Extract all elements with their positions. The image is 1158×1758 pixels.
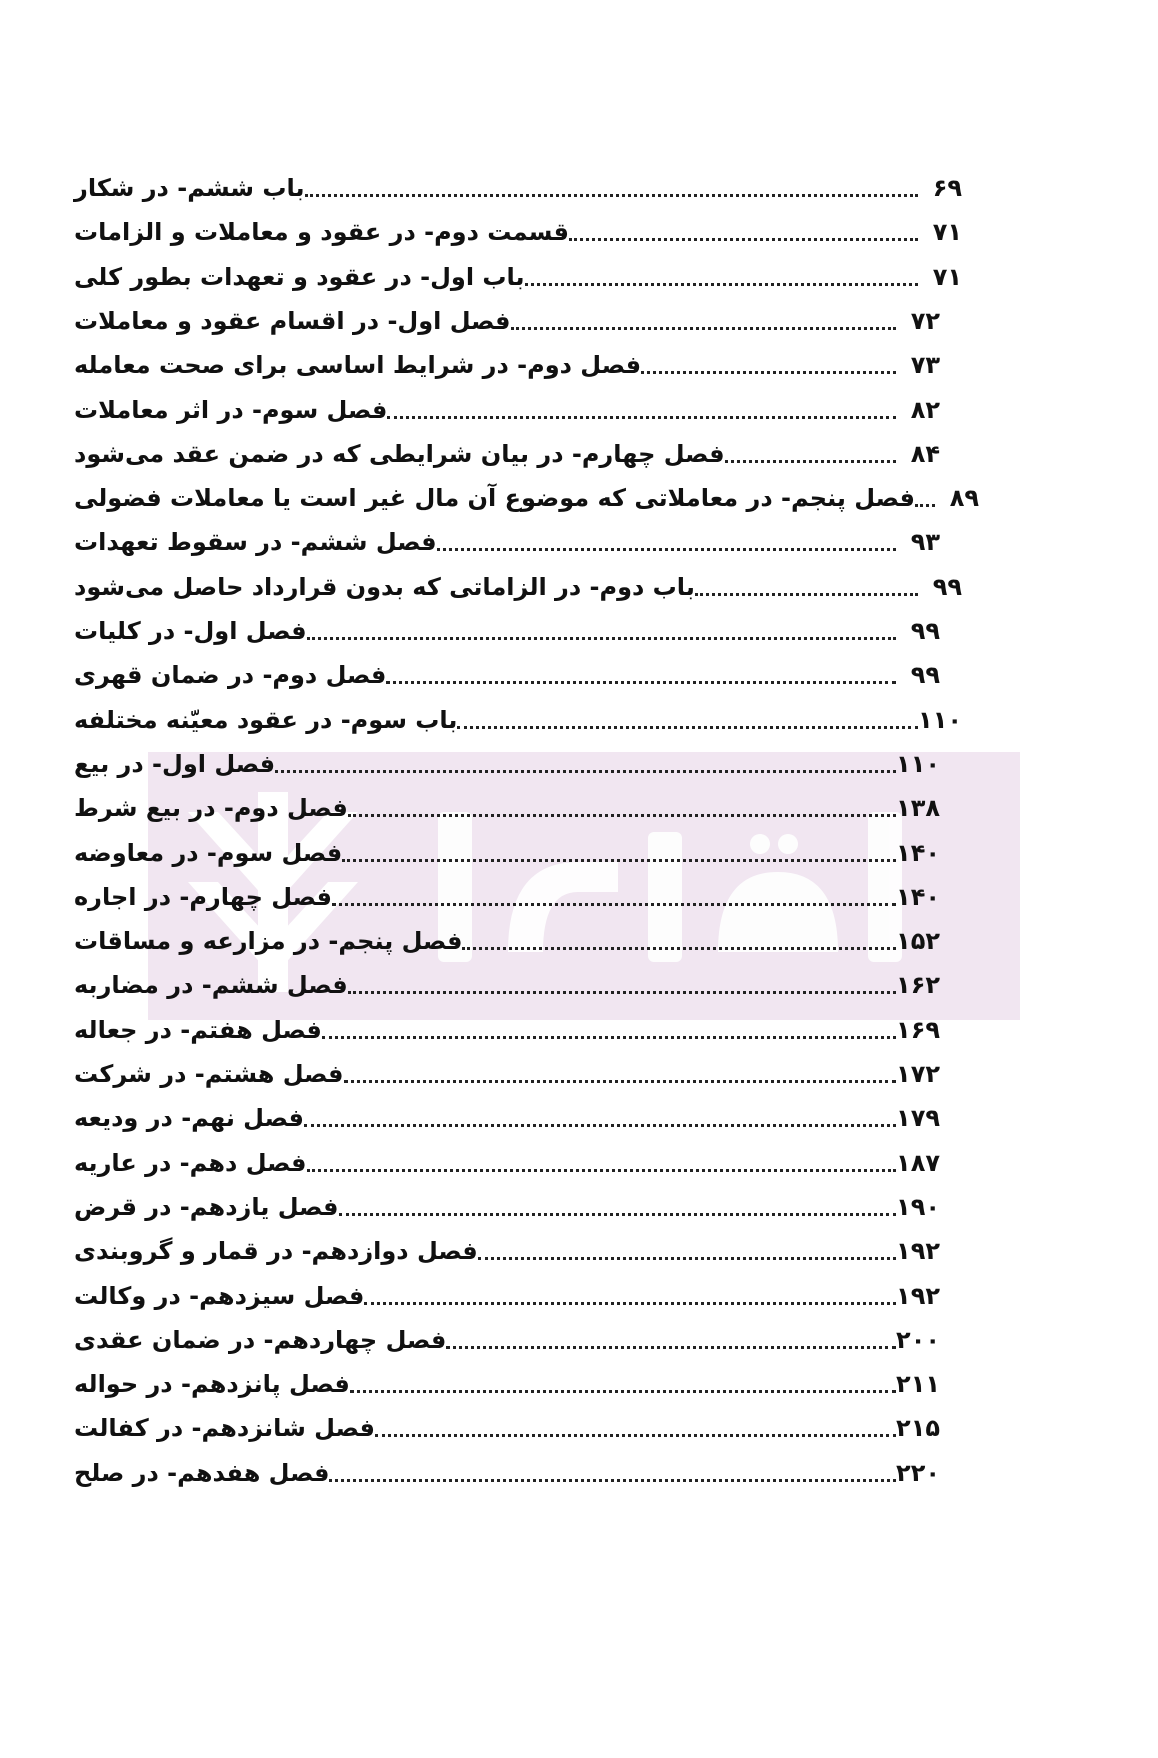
toc-leader-dots (386, 681, 896, 684)
toc-entry-page-number: ۱۷۲ (896, 1060, 940, 1088)
toc-entry-title: فصل ششم- در مضاربه (74, 971, 348, 1000)
toc-leader-dots (339, 1213, 897, 1216)
toc-entry (70, 343, 950, 383)
toc-entry (70, 786, 950, 826)
toc-leader-dots (342, 859, 896, 862)
toc-entry-title: باب دوم- در الزاماتی که بدون قرارداد حاصل می‌شود (74, 572, 695, 601)
toc-entry (70, 1229, 950, 1269)
toc-entry (70, 1318, 950, 1358)
toc-entry (70, 1362, 950, 1402)
toc-leader-dots (329, 1479, 896, 1482)
toc-leader-dots (915, 504, 935, 507)
toc-entry (70, 255, 972, 295)
toc-entry-page-number: ۲۱۵ (896, 1414, 940, 1443)
toc-entry-page-number: ۹۹ (910, 661, 940, 690)
toc-leader-dots (569, 238, 918, 241)
toc-leader-dots (478, 1257, 896, 1260)
toc-entry-title: فصل پانزدهم- در حواله (74, 1370, 350, 1399)
toc-entry (70, 919, 950, 959)
toc-entry-page-number: ۱۹۲ (896, 1281, 940, 1310)
toc-leader-dots (525, 283, 918, 286)
toc-entry (70, 1052, 950, 1092)
toc-entry (70, 299, 950, 339)
toc-entry (70, 1406, 950, 1446)
toc-entry (70, 1096, 950, 1136)
toc-entry-title: فصل چهارم- در بیان شرایطی که در ضمن عقد می‌شود (74, 439, 725, 468)
table-of-contents (0, 166, 1158, 1686)
toc-entry-title: فصل اول- در کلیات (74, 617, 307, 645)
toc-entry-title: فصل پنجم- در مزارعه و مساقات (74, 927, 463, 956)
toc-leader-dots (641, 371, 896, 374)
toc-entry (70, 1141, 950, 1181)
toc-entry-title: باب اول- در عقود و تعهدات بطور کلی (74, 262, 525, 291)
toc-entry-page-number: ۷۱ (932, 218, 962, 247)
toc-entry-page-number: ۱۴۰ (896, 838, 940, 867)
toc-entry (70, 831, 950, 871)
toc-entry-page-number: ۷۲ (910, 306, 940, 335)
toc-leader-dots (350, 1390, 896, 1393)
toc-entry (70, 565, 972, 605)
toc-entry-title: فصل سوم- در اثر معاملات (74, 395, 388, 424)
toc-entry-title: فصل اول- در اقسام عقود و معاملات (74, 306, 511, 335)
toc-entry (70, 653, 950, 693)
toc-entry (70, 388, 950, 428)
toc-entry-page-number: ۱۹۰ (896, 1192, 940, 1221)
toc-entry-page-number: ۸۴ (910, 439, 940, 468)
toc-entry (70, 609, 950, 649)
toc-entry-page-number: ۸۹ (949, 484, 980, 513)
toc-entry (70, 1185, 950, 1225)
toc-entry-page-number: ۱۱۰ (896, 749, 940, 778)
toc-leader-dots (387, 416, 896, 419)
toc-entry-page-number: ۷۳ (910, 351, 940, 380)
toc-entry (70, 520, 950, 560)
toc-leader-dots (511, 327, 896, 330)
toc-leader-dots (305, 194, 918, 197)
toc-entry-title: قسمت دوم- در عقود و معاملات و الزامات (74, 218, 569, 247)
toc-entry-page-number: ۱۱۰ (918, 705, 962, 734)
toc-entry-page-number: ۹۹ (910, 617, 940, 645)
toc-entry (70, 698, 972, 738)
toc-entry (70, 432, 950, 472)
toc-entry-title: فصل دوم- در ضمان قهری (74, 661, 387, 690)
toc-entry-title: فصل پنجم- در معاملاتی که موضوع آن مال غیر است یا معاملات فضولی (74, 484, 916, 513)
toc-entry-title: فصل دوم- در شرایط اساسی برای صحت معامله (74, 351, 642, 380)
toc-entry-title: فصل یازدهم- در قرض (74, 1192, 339, 1221)
toc-entry-title: فصل نهم- در ودیعه (74, 1104, 304, 1133)
toc-entry-title: فصل شانزدهم- در کفالت (74, 1414, 375, 1443)
toc-leader-dots (375, 1434, 896, 1437)
toc-entry-page-number: ۱۶۹ (896, 1015, 940, 1044)
toc-entry (70, 1274, 950, 1314)
toc-leader-dots (364, 1302, 896, 1305)
toc-entry-page-number: ۹۹ (932, 572, 962, 601)
toc-entry-title: فصل هفدهم- در صلح (74, 1458, 330, 1487)
toc-entry-page-number: ۱۸۷ (896, 1148, 940, 1177)
toc-entry-page-number: ۲۰۰ (896, 1325, 940, 1354)
toc-entry-title: باب سوم- در عقود معیّنه مختلفه (74, 705, 458, 734)
toc-entry-page-number: ۱۴۰ (896, 882, 940, 911)
toc-leader-dots (322, 1036, 896, 1039)
toc-entry-page-number: ۲۱۱ (896, 1370, 940, 1399)
toc-leader-dots (332, 903, 896, 906)
toc-entry-page-number: ۱۵۲ (896, 927, 940, 956)
toc-entry-page-number: ۷۱ (932, 262, 962, 291)
toc-leader-dots (348, 991, 896, 994)
toc-entry-title: فصل سوم- در معاوضه (74, 838, 343, 867)
toc-entry-title: فصل چهارم- در اجاره (74, 882, 333, 911)
toc-entry-title: فصل ششم- در سقوط تعهدات (74, 528, 437, 557)
toc-entry-page-number: ۶۹ (932, 174, 962, 202)
toc-leader-dots (344, 1080, 896, 1083)
toc-leader-dots (462, 947, 896, 950)
toc-leader-dots (307, 637, 896, 640)
toc-entry-page-number: ۱۹۲ (896, 1237, 940, 1266)
toc-leader-dots (437, 548, 896, 551)
toc-entry-page-number: ۱۷۹ (896, 1104, 940, 1133)
toc-leader-dots (457, 726, 918, 729)
toc-entry (70, 875, 950, 915)
toc-leader-dots (446, 1346, 896, 1349)
toc-entry (70, 476, 980, 516)
toc-entry-page-number: ۱۳۸ (896, 794, 940, 823)
toc-entry-title: فصل دهم- در عاریه (74, 1148, 307, 1177)
toc-leader-dots (307, 1169, 896, 1172)
toc-entry (70, 1008, 950, 1048)
toc-leader-dots (348, 814, 896, 817)
toc-entry-page-number: ۹۳ (910, 528, 940, 557)
toc-leader-dots (304, 1124, 896, 1127)
toc-entry-page-number: ۸۲ (910, 395, 940, 424)
toc-leader-dots (695, 593, 918, 596)
toc-entry-title: فصل سیزدهم- در وکالت (74, 1281, 365, 1310)
toc-entry-title: باب ششم- در شکار (74, 174, 305, 202)
toc-entry-title: فصل چهاردهم- در ضمان عقدی (74, 1325, 447, 1354)
toc-leader-dots (725, 460, 896, 463)
toc-entry (70, 963, 950, 1003)
toc-entry-title: فصل دوم- در بیع شرط (74, 794, 348, 823)
toc-entry (70, 1451, 950, 1491)
toc-entry-title: فصل دوازدهم- در قمار و گروبندی (74, 1237, 478, 1266)
toc-entry-page-number: ۲۲۰ (896, 1458, 940, 1487)
toc-leader-dots (275, 770, 896, 773)
toc-entry (70, 742, 950, 782)
toc-entry-title: فصل هشتم- در شرکت (74, 1060, 344, 1088)
toc-entry (70, 210, 972, 250)
toc-entry (70, 166, 972, 206)
toc-entry-title: فصل هفتم- در جعاله (74, 1015, 322, 1044)
toc-entry-page-number: ۱۶۲ (896, 971, 940, 1000)
toc-entry-title: فصل اول- در بیع (74, 749, 276, 778)
